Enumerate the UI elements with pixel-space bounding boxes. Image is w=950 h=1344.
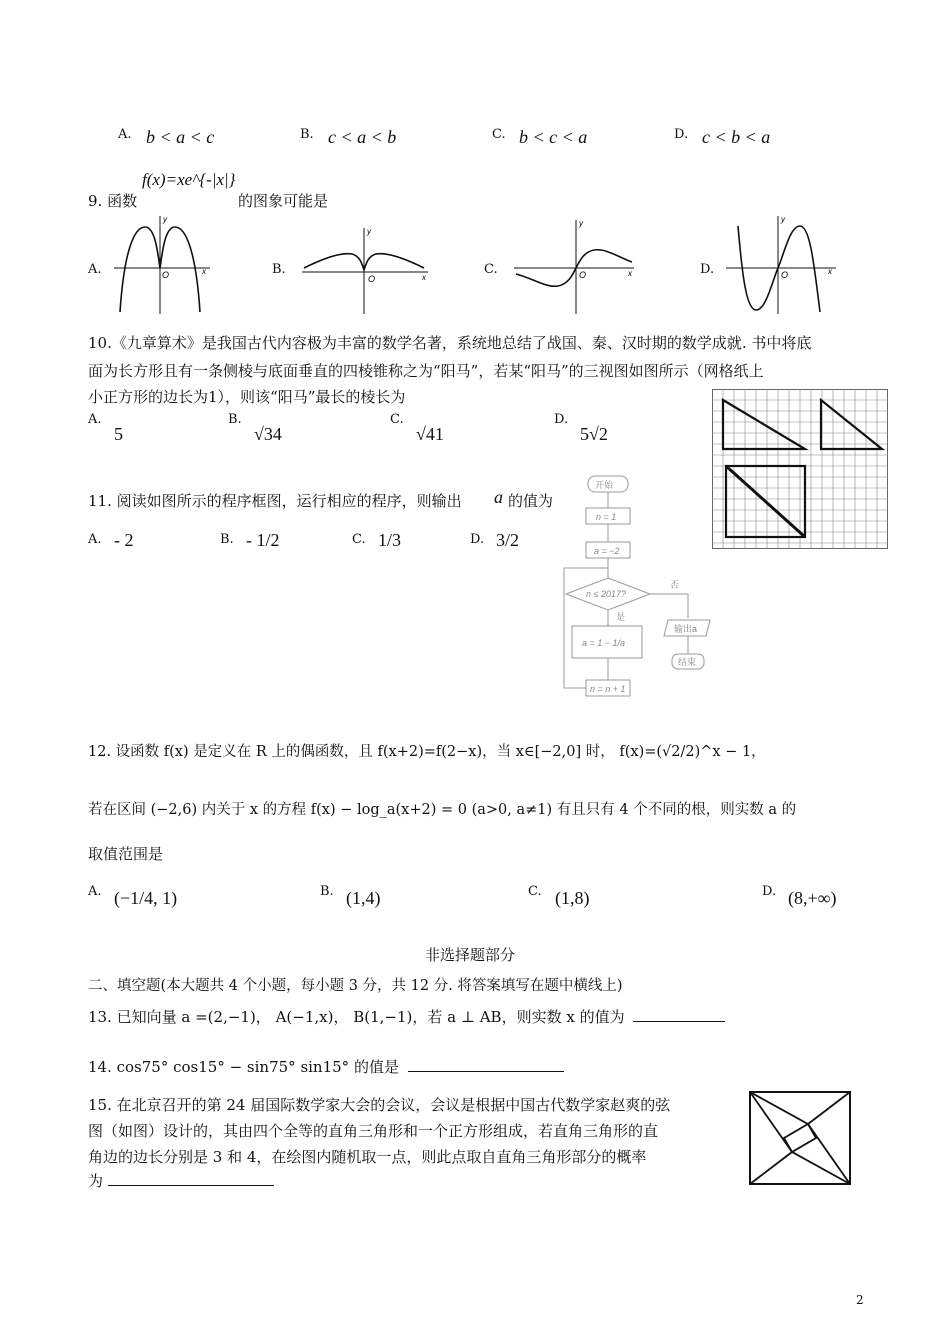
q11-option-b-label: B.: [220, 532, 234, 547]
q11-flow-cond: n ≤ 2017?: [586, 589, 626, 599]
q15-line-3: 角边的边长分别是 3 和 4，在绘图内随机取一点，则此点取自直角三角形部分的概率: [88, 1148, 647, 1166]
q11-option-d-label: D.: [470, 532, 485, 547]
q10-option-d-label: D.: [554, 412, 569, 427]
q9-graph-c-x: x: [628, 269, 632, 278]
q11-stem: 11. 阅读如图所示的程序框图，运行相应的程序，则输出: [88, 492, 462, 510]
q12-option-d-value: (8,+∞): [788, 888, 837, 908]
q12-option-c-value: (1,8): [555, 888, 590, 908]
q9-graph-c-y: y: [579, 219, 583, 228]
q11-stem-var: a: [494, 487, 503, 507]
q9-formula: f(x)=xe^{-|x|}: [142, 170, 236, 189]
q14-answer-blank[interactable]: [408, 1057, 564, 1072]
q8-option-d-label: D.: [674, 127, 689, 142]
q10-three-view-figure: [712, 389, 888, 549]
q10-line-1: 10.《九章算术》是我国古代内容极为丰富的数学名著，系统地总结了战国、秦、汉时期的数学成就. 书中将底: [88, 334, 812, 352]
q9-graph-b-y: y: [367, 227, 371, 236]
q9-graph-a: [112, 212, 212, 316]
q13-answer-blank[interactable]: [633, 1007, 725, 1022]
q14-row: [88, 1056, 564, 1077]
q10-option-a-label: A.: [88, 412, 102, 427]
q10-option-c-label: C.: [390, 412, 404, 427]
q9-graph-b-x: x: [422, 273, 426, 282]
q15-answer-blank[interactable]: [108, 1171, 274, 1186]
section-title: 非选择题部分: [425, 946, 516, 964]
q9-graph-d: [724, 212, 842, 316]
q14-text: 14. cos75° cos15° − sin75° sin15° 的值是: [88, 1058, 399, 1076]
q8-option-a-label: A.: [118, 127, 132, 142]
q8-option-c-value: b < c < a: [519, 127, 588, 147]
q15-line-4: 为: [88, 1172, 104, 1190]
q12-option-b-value: (1,4): [346, 888, 381, 908]
q9-graph-a-x: x: [202, 267, 206, 276]
q9-graph-a-origin: O: [162, 270, 170, 280]
q11-stem-end: 的值为: [508, 492, 554, 510]
q9-graph-d-x: x: [828, 267, 832, 276]
q11-flow-init-a: a = −2: [594, 546, 620, 556]
q8-option-a-value: b < a < c: [146, 127, 215, 147]
q11-option-c-value: 1/3: [378, 530, 402, 550]
q12-line-1: 12. 设函数 f(x) 是定义在 R 上的偶函数，且 f(x+2)=f(2−x)，当 x∈[−2,0] 时， f(x)=(√2/2)^x − 1，: [88, 744, 766, 760]
q8-option-b-value: c < a < b: [328, 127, 397, 147]
q11-flow-init-n: n = 1: [596, 512, 617, 522]
q11-option-a-label: A.: [88, 532, 102, 547]
q13-row: [88, 1006, 725, 1027]
q9-graph-b-origin: O: [368, 274, 376, 284]
q11-flow-body: a = 1 − 1/a: [582, 638, 626, 648]
q11-flow-output: 输出a: [674, 624, 698, 634]
q10-option-a-value: 5: [114, 424, 123, 444]
q12-option-c-label: C.: [528, 884, 542, 899]
q8-option-c-label: C.: [492, 127, 506, 142]
q10-option-d-value: 5√2: [580, 424, 608, 444]
q9-graph-d-origin: O: [781, 270, 789, 280]
q9-graph-d-y: y: [781, 215, 785, 224]
q10-option-b-value: √34: [254, 424, 282, 444]
q9-option-c-label: C.: [484, 262, 498, 277]
q9-graph-b: [300, 224, 432, 316]
q15-string-diagram: [748, 1090, 852, 1186]
q11-flow-start: 开始: [595, 480, 614, 490]
q10-option-c-value: √41: [416, 424, 444, 444]
fill-header: 二、填空题(本大题共 4 个小题，每小题 3 分，共 12 分. 将答案填写在题中横线上): [88, 978, 623, 994]
q15-line-1: 15. 在北京召开的第 24 届国际数学家大会的会议，会议是根据中国古代数学家赵爽的弦: [88, 1096, 671, 1114]
q8-option-b-label: B.: [300, 127, 314, 142]
q9-option-a-label: A.: [88, 262, 102, 277]
q12-option-a-label: A.: [88, 884, 102, 899]
q9-graph-a-y: y: [163, 215, 167, 224]
q10-option-b-label: B.: [228, 412, 242, 427]
q15-line-2: 图（如图）设计的，其由四个全等的直角三角形和一个正方形组成，若直角三角形的直: [88, 1122, 659, 1140]
q9-suffix: 的图象可能是: [238, 192, 329, 210]
q10-line-3: 小正方形的边长为1），则该“阳马”最长的棱长为: [88, 388, 406, 406]
q9-graph-c-origin: O: [579, 270, 587, 280]
q12-option-a-value: (−1/4, 1): [114, 888, 178, 908]
q11-flow-end: 结束: [678, 657, 697, 667]
q11-flow-no: 否: [670, 580, 680, 590]
q10-line-2: 面为长方形且有一条侧棱与底面垂直的四棱锥称之为“阳马”，若某“阳马”的三视图如图所示（网格纸上: [88, 362, 764, 380]
q9-option-b-label: B.: [272, 262, 286, 277]
q12-line-3: 取值范围是: [88, 845, 164, 863]
q11-option-a-value: - 2: [114, 530, 134, 550]
q12-option-d-label: D.: [762, 884, 777, 899]
q9-option-d-label: D.: [700, 262, 715, 277]
q9-graph-c: [512, 216, 638, 316]
q11-flow-yes: 是: [616, 612, 626, 622]
page-number: 2: [856, 1293, 864, 1307]
q15-line-4-row: [88, 1170, 274, 1191]
q12-option-b-label: B.: [320, 884, 334, 899]
q13-text: 13. 已知向量 a =(2,−1)， A(−1,x)， B(1,−1)，若 a ⊥ AB，则实数 x 的值为: [88, 1008, 625, 1026]
q11-option-d-value: 3/2: [496, 530, 520, 550]
q12-line-2: 若在区间 (−2,6) 内关于 x 的方程 f(x) − log_a(x+2) = 0 (a>0, a≠1) 有且只有 4 个不同的根，则实数 a 的: [88, 802, 797, 818]
q11-flowchart: [558, 470, 736, 702]
q11-flow-inc: n = n + 1: [590, 684, 626, 694]
q8-option-d-value: c < b < a: [702, 127, 771, 147]
q9-prefix: 9. 函数: [88, 192, 138, 210]
q11-option-c-label: C.: [352, 532, 366, 547]
q11-option-b-value: - 1/2: [246, 530, 280, 550]
